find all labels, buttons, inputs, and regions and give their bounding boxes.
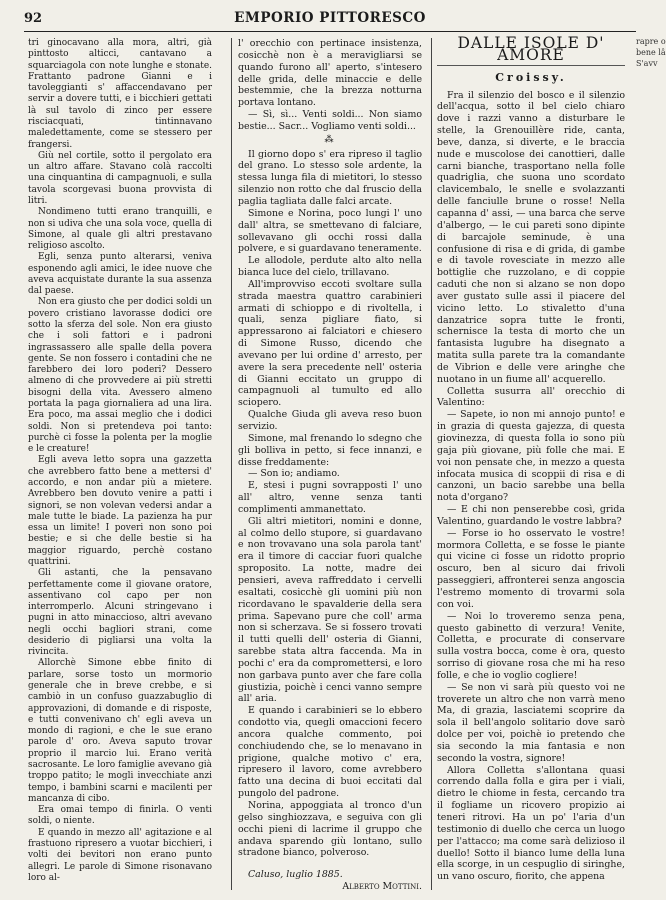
paragraph: tri ginocavano alla mora, altri, già pinttosto alticci, cantavano a squarciagola con note lunghe e stonate. Frattanto padrone Gianni e i tavoleggianti s' affaccendavano per servir a dovere tutti, e i bicchieri gettati là sul tavolo di zinco per essere risciacquati, tintinnavano maledettamente, come se stessero per frangersi.: [28, 38, 212, 150]
paragraph: — Noi lo troveremo senza pena, questo gabinetto di verzura! Venite, Colletta, e procurate di conservare sulla vostra bocca, come è ora, questo sorriso di giovane rosa che mi ha reso folle, e che io voglio cogliere!: [437, 610, 625, 681]
column-divider: [431, 38, 432, 890]
column-2: [238, 38, 422, 893]
article-subtitle: Croissy.: [495, 70, 567, 84]
running-title: EMPORIO PITTORESCO: [234, 10, 426, 26]
paragraph: — Se non vi sarà più questo voi ne troverete un altro che non varrà meno Ma, di grazia, lasciatemi scoprire da sola il bell'angolo solitario dove sarò dolce per voi, poichè io pretendo che sia secondo la mia fantasia e non secondo la vostra, signore!: [437, 681, 625, 764]
paragraph: Simone e Norina, poco lungi l' uno dall' altra, se smettevano di falciare, sollevavano gli occhi rossi dalla polvere, e si guardavano teneramente.: [238, 207, 422, 255]
paragraph: Norina, appoggiata al tronco d'un gelso singhiozzava, e seguiva con gli occhi pieni di lacrime il gruppo che andava sparendo giù lontano, sullo stradone bianco, polveroso.: [238, 800, 422, 859]
paragraph: Gli altri mietitori, nomini e donne, al colmo dello stupore, si guardavano e non trovavano una sola parola tant' era il timore di cacciar fuori qualche sproposito. La notte, madre dei pensieri, aveva raffreddato i cervelli esaltati, cosicchè gli uomini più non ricordavano le spavalderie della sera prima. Sapevano pure che coll' arma non si scherzava. Se si fossero trovati il tutti quelli dell' osteria di Gianni, sarebbe stata altra faccenda. Ma in pochi c' era da compromettersi, e loro non garbava punto aver che fare colla giustizia, poichè i cenci vanno sempre all' aria.: [238, 515, 422, 705]
paragraph: All'improvviso eccoti svoltare sulla strada maestra quattro carabinieri armati di schioppo e di rivoltella, i quali, senza pigliare fiato, si appressarono ai falciatori e chiesero di Simone Russo, dicendo che avevano per lui ordine d' arresto, per avere la sera precedente nell' osteria di Gianni eccitato un gruppo di campagnuoli al tumulto ed allo sciopero.: [238, 278, 422, 409]
page-number: 92: [24, 11, 43, 26]
column-3: [437, 34, 625, 883]
paragraph: — Forse io ho osservato le vostre! mormora Colletta, e se fosse le piante qui vicine ci fosse un ridotto proprio oscuro, ben al sicuro dai frivoli passeggieri, affronterei senza angoscia l'estremo momento di trovarmi sola con voi.: [437, 527, 625, 610]
paragraph: Era omai tempo di finirla. O venti soldi, o niente.: [28, 805, 212, 827]
paragraph: Egli aveva letto sopra una gazzetta che avrebbero fatto bene a mettersi d' accordo, e non andar più a mietere. Avrebbero ben dovuto venire a patti i signori, se non volevan vedersi andar a male tutte le biade. La pazienza ha pur essa un limite! I poveri non sono poi bestie; e si che delle bestie si ha maggior riguardo, perchè costano quattrini.: [28, 455, 212, 567]
paragraph: Qualche Giuda gli aveva reso buon servizio.: [238, 409, 422, 432]
signature-line: [238, 869, 422, 893]
paragraph: Fra il silenzio del bosco e il silenzio dell'acqua, sotto il bel cielo chiaro dove i razzi vanno a disturbare le stelle, la Grenouillère ride, canta, beve, danza, si diverte, e le braccia nude e muscolose dei canottieri, dalle carni bianche, trasportano nella folle quadriglia, che suona uno scordato clavicembalo, le snelle e svolazzanti delle fanciulle brune o rosse! Nella capanna d' assi, — una barca che serve d'albergo, — le cui pareti sono dipinte di barcajole seminude, è una confusione di risa e di grida, di gambe e di tavole rovesciate in mezzo alle bottiglie che ruzzolano, e di coppie caduti che non si alzano se non dopo aver gustato sulle assi il piacere del vicino letto. Lo stivaletto d'una danzatrice sopra tutte le fronti, schernisce la testa di morto che un fantasista lugubre ha disegnato a matita sulla parete tra la comandante de Vibrion e delle vere aringhe che nuotano in un fiume all' acquerello.: [437, 89, 625, 385]
paragraph: E, stesi i pugni sovrapposti l' uno all' altro, venne senza tanti complimenti ammanettato.: [238, 480, 422, 515]
paragraph: E quando i carabinieri se lo ebbero condotto via, quegli omaccioni fecero ancora qualche commento, poi conchiudendo che, se lo menavano in prigione, qualche motivo c' era, ripresero il lavoro, come avrebbero fatto una decina di buoi eccitati dal pungolo del padrone.: [238, 705, 422, 800]
place-date: Caluso, luglio 1885.: [248, 869, 343, 881]
paragraph: Giù nel cortile, sotto il pergolato era un altro affare. Stavano colà raccolti una cinquantina di campagnuoli, e sulla tavola scorgevasi buona provvista di litri.: [28, 150, 212, 206]
column-divider: [231, 38, 232, 890]
paragraph: Non era giusto che per dodici soldi un povero cristiano lavorasse dodici ore sotto la sferza del sole. Non era giusto che i soli fattori e i padroni ingrassassero alle spalle della povera gente. Se non fossero i contadini che ne farebbero dei loro poderi? Dessero almeno di che provvedere ai più stretti bisogni della vita. Avessero almeno portata la paga giornaliera ad una lira. Era poco, ma assai meglio che i dodici soldi. Non si pretendeva poi tanto: purchè ci fosse la polenta per la moglie e le creature!: [28, 297, 212, 455]
author-name: Alberto Mottini.: [342, 881, 422, 893]
paragraph: Egli, senza punto alterarsi, veniva esponendo agli amici, le idee nuove che aveva acquistate durante la sua assenza dal paese.: [28, 252, 212, 297]
paragraph: Simone, mal frenando lo sdegno che gli bolliva in petto, si fece innanzi, e disse freddamente:: [238, 432, 422, 468]
section-separator: ⁂: [324, 134, 336, 145]
paragraph: Allorchè Simone ebbe finito di parlare, sorse tosto un mormorio generale che in breve crebbe, e si cambiò in un confuso guazzabuglio di approvazioni, di domande e di risposte, e tutti convenivano ch' egli aveva un mondo di ragioni, e che le sue erano parole d' oro. Aveva saputo trovar proprio il marcio lui. Erano verità sacrosante. Le loro famiglie avevano già troppo patito; le mogli invecchiate anzi tempo, i bambini scarni e macilenti per mancanza di cibo.: [28, 658, 212, 804]
page-header: [24, 10, 636, 32]
edge-fragment: rapre o: [636, 37, 666, 46]
paragraph: E quando in mezzo all' agitazione e al frastuono ripresero a vuotar bicchieri, i volti dei bevitori non erano punto allegri. Le parole di Simone risonavano loro al-: [28, 827, 212, 883]
paragraph: — Sì, sì... Venti soldi... Non siamo bestie... Sacr... Vogliamo venti soldi...: [238, 109, 422, 132]
paragraph: — Son io; andiamo.: [248, 468, 340, 480]
paragraph: Gli astanti, che la pensavano perfettamente come il giovane oratore, assentivano col capo per non interromperlo. Alcuni stringevano i pugni in atto minaccioso, altri avevano negli occhi bagliori strani, come desiderio di pigliarsi una volta la rivincita.: [28, 568, 212, 658]
article-title: DALLE ISOLE D' AMORE: [437, 38, 625, 66]
paragraph: Le allodole, perdute alto alto nella bianca luce del cielo, trillavano.: [238, 255, 422, 279]
paragraph: — E chi non penserebbe così, grida Valentino, guardando le vostre labbra?: [437, 504, 625, 527]
column-1: [28, 38, 212, 884]
paragraph: Colletta susurra all' orecchio di Valentino:: [437, 385, 625, 409]
edge-fragment: bene lâ: [636, 48, 666, 57]
edge-fragment: S'avv: [636, 59, 658, 68]
paragraph: Nondimeno tutti erano tranquilli, e non si udiva che una sola voce, quella di Simone, al quale gli altri prestavano religioso ascolto.: [28, 207, 212, 252]
paragraph: — Sapete, io non mi annojo punto! e in grazia di questa gajezza, di questa giovinezza, di questa folla io sono più gaja più giovane, più folle che mai. E voi non pensate che, in mezzo a questa infocata musica di scoppii di risa e di canzoni, un bacio sarebbe una bella nota d'organo?: [437, 409, 625, 504]
adjacent-page-edge: [636, 36, 666, 69]
header-rule: [24, 31, 636, 32]
paragraph: Il giorno dopo s' era ripreso il taglio del grano. Lo stesso sole ardente, la stessa lunga fila di mietitori, lo stesso silenzio non rotto che dal fruscio della paglia tagliata dalle falci arcate.: [238, 148, 422, 207]
paragraph: Allora Colletta s'allontana quasi correndo dalla folla e gira per i viali, dietro le chiome in festa, cercando tra il fogliame un ricovero propizio ai teneri ritrovi. Ha un po' l'aria d'un testimonio di duello che cerca un luogo per l'attacco; ma come sarà delizioso il duello! Sotto il bianco lume della luna ella scorge, in un cespuglio di siringhe, un vano oscuro, fiorito, che appena: [437, 764, 625, 883]
paragraph: l' orecchio con pertinace insistenza, cosicchè non è a meravigliarsi se quando furono all' aperto, s'intesero delle grida, delle minaccie e delle bestemmie, che la brezza notturna portava lontano.: [238, 38, 422, 109]
